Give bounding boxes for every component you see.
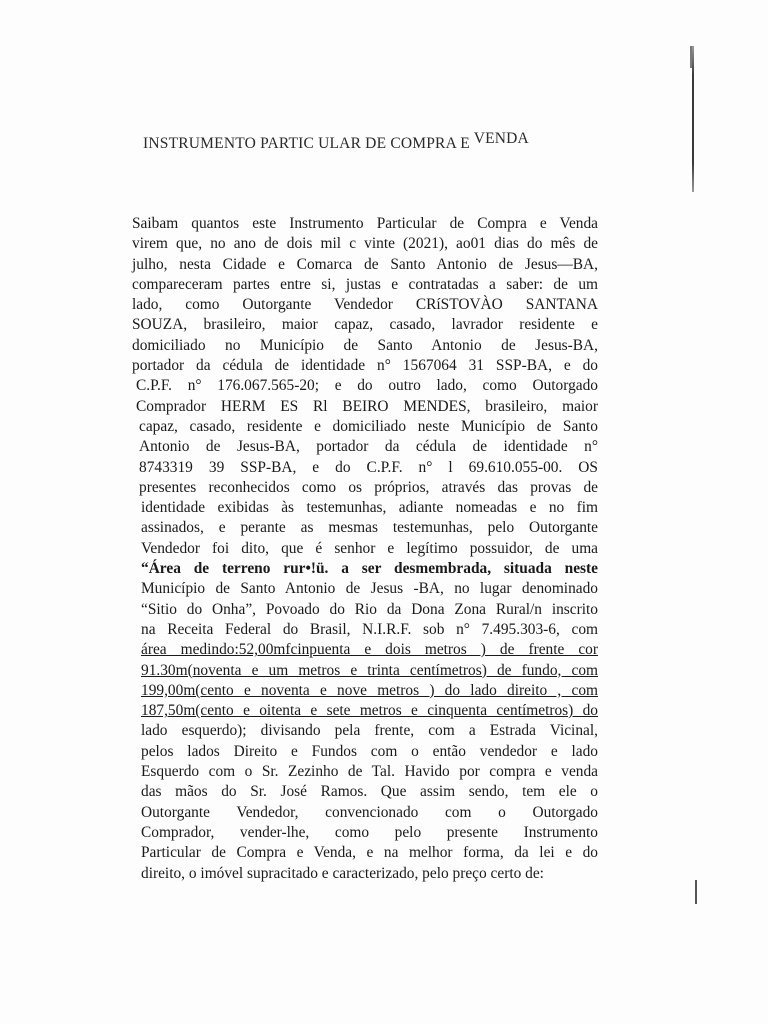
document-title-tail: VENDA [473, 130, 529, 147]
body-line: 187,50m(cento e oitenta e sete metros e cinquenta centímetros) do [141, 702, 598, 720]
document-body [132, 214, 598, 884]
scan-edge-mark [695, 880, 697, 904]
body-line: na Receita Federal do Brasil, N.I.R.F. sob n° 7.495.303-6, com [141, 620, 598, 638]
body-line: SOUZA, brasileiro, maior capaz, casado, lavrador residente e [132, 316, 598, 334]
body-line: “Sitio do Onha”, Povoado do Rio da Dona Zona Rural/n inscrito [141, 600, 598, 618]
body-line: Município de Santo Antonio de Jesus -BA, no lugar denominado [141, 580, 598, 598]
body-line: área medindo:52,00mfcinpuenta e dois metros ) de frente cor [141, 641, 598, 659]
body-line: Saibam quantos este Instrumento Particular de Compra e Venda [132, 215, 598, 232]
body-line: identidade exibidas às testemunhas, adiante nomeadas e no fim [141, 499, 598, 517]
body-line: presentes reconhecidos como os próprios, através das provas de [139, 478, 598, 496]
body-line: capaz, casado, residente e domiciliado neste Município de Santo [139, 417, 598, 435]
body-line: lado esquerdo); divisando pela frente, com a Estrada Vicinal, [141, 722, 598, 740]
document-title-main: INSTRUMENTO PARTIC ULAR DE COMPRA E [143, 135, 470, 152]
body-line: julho, nesta Cidade e Comarca de Santo Antonio de Jesus—BA, [132, 255, 598, 273]
body-line: Esquerdo com o Sr. Zezinho de Tal. Havido por compra e venda [141, 763, 598, 781]
body-line: 199,00m(cento e noventa e nove metros ) do lado direito , com [141, 681, 598, 699]
body-line: Comprador HERM ES Rl BEIRO MENDES, brasileiro, maior [136, 397, 598, 415]
body-line: Antonio de Jesus-BA, portador da cédula de identidade n° [139, 438, 598, 456]
body-line: Particular de Compra e Venda, e na melhor forma, da lei e do [141, 844, 598, 862]
body-line: Comprador, vender-lhe, como pelo presente Instrumento [141, 823, 598, 841]
body-line: “Área de terreno rur•!ü. a ser desmembrada, situada neste [141, 560, 598, 578]
body-line: domiciliado no Município de Santo Antonio de Jesus-BA, [132, 336, 598, 354]
body-line: 8743319 39 SSP-BA, e do C.P.F. n° l 69.610.055-00. OS [139, 458, 598, 476]
body-line: Vendedor foi dito, que é senhor e legítimo possuidor, de uma [141, 539, 598, 557]
body-line: assinados, e perante as mesmas testemunhas, pelo Outorgante [141, 519, 598, 537]
scan-edge-mark [692, 46, 694, 192]
body-line: pelos lados Direito e Fundos com o então vendedor e lado [141, 742, 598, 760]
body-line: compareceram partes entre si, justas e contratadas a saber: de um [132, 275, 598, 293]
body-line: portador da cédula de identidade n° 1567064 31 SSP-BA, e do [132, 357, 598, 375]
body-line: lado, como Outorgante Vendedor CRíSTOVÀO SANTANA [132, 296, 598, 314]
body-line: C.P.F. n° 176.067.565-20; e do outro lado, como Outorgado [136, 377, 598, 395]
body-line: direito, o imóvel supracitado e caracterizado, pelo preço certo de: [141, 864, 544, 882]
body-line: 91.30m(noventa e um metros e trinta centímetros) de fundo, com [141, 661, 598, 679]
body-line: virem que, no ano de dois mil c vinte (2021), ao01 dias do mês de [132, 235, 598, 253]
body-line: das mãos do Sr. José Ramos. Que assim sendo, tem ele o [141, 783, 598, 801]
body-line: Outorgante Vendedor, convencionado com o Outorgado [141, 803, 598, 821]
document-title [143, 130, 603, 153]
